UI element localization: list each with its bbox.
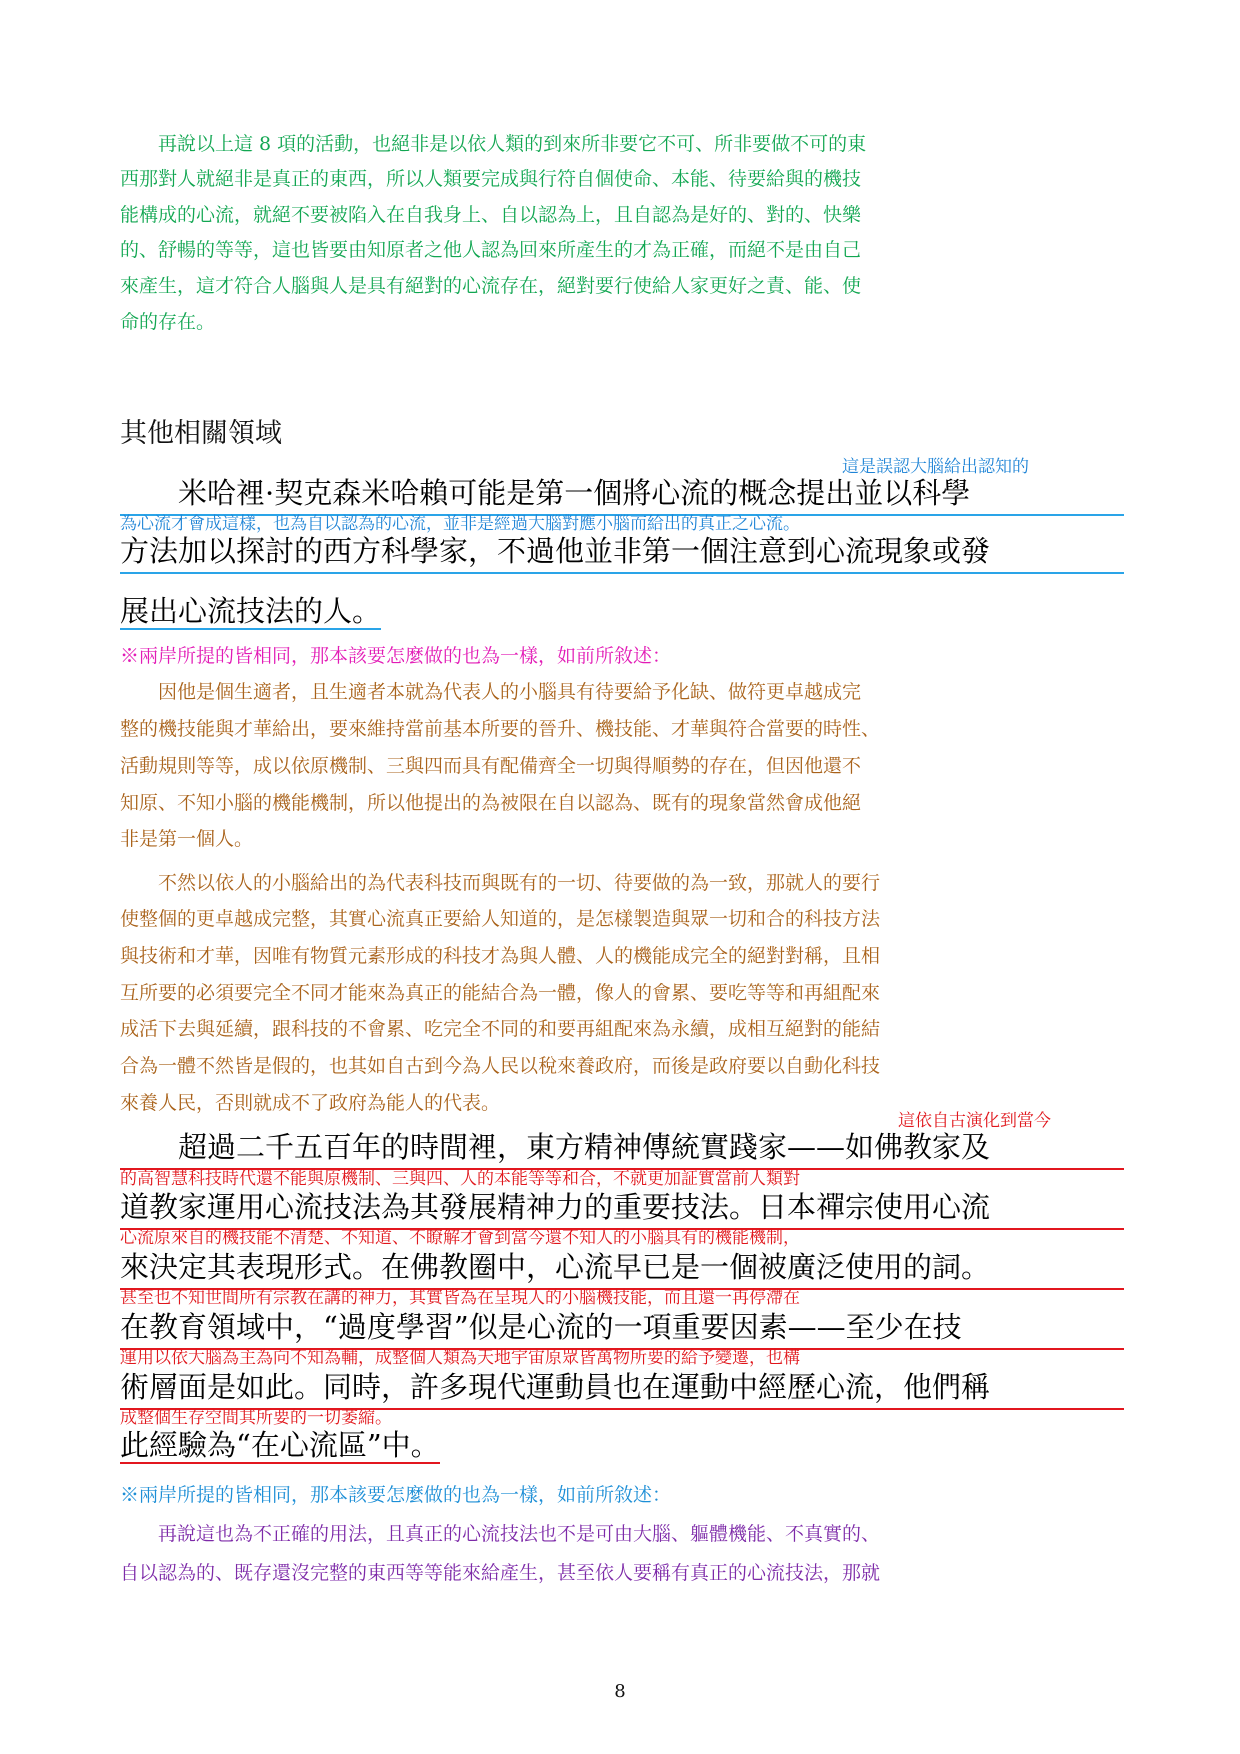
para3-line-6: 合為一體不然皆是假的，也其如自古到今為人民以稅來養政府，而後是政府要以自動化科技 xyxy=(120,1055,881,1077)
annotation-section2-top: 這依自古演化到當今 xyxy=(898,1111,1051,1131)
quote2-line-5: 術層面是如此。同時，許多現代運動員也在運動中經歷心流，他們稱 xyxy=(120,1366,1124,1410)
para3-line-2: 使整個的更卓越成完整，其實心流真正要給人知道的，是怎樣製造與眾一切和合的科技方法 xyxy=(120,908,881,930)
para3-line-7: 來養人民，否則就成不了政府為能人的代表。 xyxy=(120,1092,501,1114)
para1-line-3: 能構成的心流，就絕不要被陷入在自我身上、自以認為上，且自認為是好的、對的、快樂 xyxy=(120,204,862,226)
para3-line-4: 互所要的必須要完全不同才能來為真正的能結合為一體，像人的會累、要吃等等和再組配來 xyxy=(120,982,881,1004)
quote2-line-2: 道教家運用心流技法為其發展精神力的重要技法。日本禪宗使用心流 xyxy=(120,1186,1124,1230)
quote1-line-2: 方法加以探討的西方科學家，不過他並非第一個注意到心流現象或發 xyxy=(120,530,1124,574)
para2-line-2: 整的機技能與才華給出，要來維持當前基本所要的晉升、機技能、才華與符合當要的時性、 xyxy=(120,718,881,740)
annotation-top: 這是誤認大腦給出認知的 xyxy=(842,457,1029,477)
annotation-section2-2: 心流原來自的機技能不清楚、不知道、不瞭解才會到當今還不知人的小腦具有的機能機制， xyxy=(120,1228,800,1248)
page-number: 8 xyxy=(614,1681,626,1702)
annotation-mid: 為心流才會成這樣，也為自以認為的心流，並非是經過大腦對應小腦而給出的真正之心流。 xyxy=(120,514,800,534)
para2-line-3: 活動規則等等，成以依原機制、三與四而具有配備齊全一切與得順勢的存在，但因他還不 xyxy=(120,755,862,777)
para3-line-5: 成活下去與延續，跟科技的不會累、吃完全不同的和要再組配來為永續，成相互絕對的能結 xyxy=(120,1018,881,1040)
para1-line-6: 命的存在。 xyxy=(120,311,216,333)
para2-line-1: 因他是個生適者，且生適者本就為代表人的小腦具有待要給予化缺、做符更卓越成完 xyxy=(120,681,862,703)
para1-line-5: 來產生，這才符合人腦與人是具有絕對的心流存在，絕對要行使給人家更好之責、能、使 xyxy=(120,275,862,297)
quote2-line-1: 超過二千五百年的時間裡，東方精神傳統實踐家——如佛教家及 xyxy=(120,1126,1124,1170)
para2-line-4: 知原、不知小腦的機能機制，所以他提出的為被限在自以認為、既有的現象當然會成他絕 xyxy=(120,792,862,814)
quote1-line-1: 米哈裡·契克森米哈賴可能是第一個將心流的概念提出並以科學 xyxy=(120,472,1124,516)
para4-line-2: 自以認為的、既存還沒完整的東西等等能來給產生，甚至依人要稱有真正的心流技法，那就 xyxy=(120,1562,881,1584)
quote2-line-3: 來決定其表現形式。在佛教圈中，心流早已是一個被廣泛使用的詞。 xyxy=(120,1246,1124,1290)
annotation-section2-1: 的高智慧科技時代還不能與原機制、三與四、人的本能等等和合，不就更加証實當前人類對 xyxy=(120,1169,800,1189)
annotation-section2-4: 運用以依大腦為主為向不知為輔，成整個人類為天地宇宙原眾皆萬物所要的給予變遷，也構 xyxy=(120,1348,800,1368)
para3-line-3: 與技術和才華，因唯有物質元素形成的科技才為與人體、人的機能成完全的絕對對稱，且相 xyxy=(120,945,881,967)
para4-line-1: 再說這也為不正確的用法，且真正的心流技法也不是可由大腦、軀體機能、不真實的、 xyxy=(120,1523,881,1545)
para1-line-1: 再說以上這 8 項的活動，也絕非是以依人類的到來所非要它不可、所非要做不可的東 xyxy=(120,133,867,155)
para1-line-4: 的、舒暢的等等，這也皆要由知原者之他人認為回來所產生的才為正確，而絕不是由自己 xyxy=(120,239,862,261)
quote1-line-3-text: 展出心流技法的人。 xyxy=(120,594,382,628)
note-2: ※兩岸所提的皆相同，那本該要怎麼做的也為一樣，如前所敘述： xyxy=(120,1484,672,1506)
quote2-line-4: 在教育領域中，“過度學習”似是心流的一項重要因素——至少在技 xyxy=(120,1306,1124,1350)
annotation-section2-3: 甚至也不知世間所有宗教在講的神力，其實皆為在呈現人的小腦機技能，而且還一再停滯在 xyxy=(120,1288,800,1308)
para1-line-2: 西那對人就絕非是真正的東西，所以人類要完成與行符自個使命、本能、待要給與的機技 xyxy=(120,168,862,190)
annotation-section2-5: 成整個生存空間其所要的一切萎縮。 xyxy=(120,1408,392,1428)
quote2-line-6-text: 此經驗為“在心流區”中。 xyxy=(120,1428,440,1462)
section-heading: 其他相關領域 xyxy=(120,418,282,449)
para3-line-1: 不然以依人的小腦給出的為代表科技而與既有的一切、待要做的為一致，那就人的要行 xyxy=(120,872,881,894)
quote2-line-6 xyxy=(120,1424,1124,1466)
para2-line-5: 非是第一個人。 xyxy=(120,828,254,850)
note-1: ※兩岸所提的皆相同，那本該要怎麼做的也為一樣，如前所敘述： xyxy=(120,645,672,667)
quote1-line-3 xyxy=(120,590,1124,632)
